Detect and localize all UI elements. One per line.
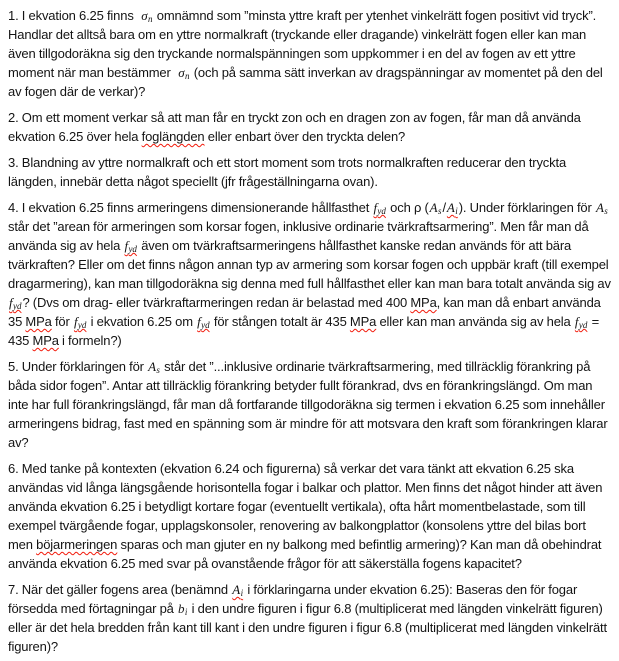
text-run: även om tvärkraftsarmeringens hållfasthet kanske redan används för att bära tvärkraften? Eller om det finns någon annan typ av armering som korsar fogen och uppbär kraft (till exempel dragarmering), kan man tillgodoräkna sig denna med full hållfasthet eller kan man bara totalt använda sig av: [8, 238, 611, 291]
math-base: f: [9, 295, 13, 310]
text-run: sparas och man gjuter en ny balkong med befintlig armering)? Kan man då obehindrat använda ekvation 6.25 med svar på ovanstående frågor för att säkerställa fogens kapacitet?: [8, 537, 602, 571]
math-subscript: i: [184, 607, 188, 617]
math-base: σ: [178, 65, 185, 80]
math-variable-misspelled: [9, 295, 21, 310]
text-run: och ρ (: [386, 200, 429, 215]
question-paragraph-1: [8, 6, 613, 101]
math-variable: [148, 359, 160, 374]
math-subscript: yd: [12, 301, 22, 311]
text-run: ). Under förklaringen för: [458, 200, 595, 215]
text-run: eller kan man använda sig av hela: [376, 314, 574, 329]
math-base: f: [373, 200, 377, 215]
text-run: , kan man då enbart använda 35: [8, 295, 601, 329]
text-run: i den undre figuren i figur 6.8 (multiplicerat med längden vinkelrätt figuren) eller är det hela bredden från kant till kant i den undre figuren i figur 6.8 (multiplicerat med längden vinkelrätt figuren)?: [8, 601, 607, 654]
math-variable-misspelled: [124, 238, 136, 253]
math-variable-misspelled: [197, 314, 209, 329]
math-subscript: s: [156, 365, 160, 375]
text-run: eller enbart över den tryckta delen?: [204, 129, 406, 144]
misspelled-text: böjarmeringen: [36, 537, 118, 552]
math-base: A: [595, 200, 604, 215]
math-subscript: s: [604, 206, 608, 216]
text-run: 2. Om ett moment verkar så att man får en tryckt zon och en dragen zon av fogen, får man då använda ekvation 6.25 över hela: [8, 110, 581, 144]
math-subscript: yd: [77, 320, 87, 330]
question-paragraph-4: [8, 198, 613, 350]
math-base: σ: [141, 8, 148, 23]
text-run: för: [51, 314, 73, 329]
misspelled-text: MPa: [410, 295, 437, 310]
math-base: f: [197, 314, 201, 329]
math-variable: [178, 65, 189, 80]
misspelled-text: MPa: [25, 314, 52, 329]
misspelled-text: MPa: [349, 314, 377, 329]
math-base: A: [232, 582, 241, 597]
math-variable-misspelled: [74, 314, 86, 329]
text-run: i formeln?): [58, 333, 122, 348]
math-subscript: s: [437, 206, 442, 216]
math-base: A: [429, 200, 438, 215]
document-body: [8, 6, 613, 656]
math-subscript: yd: [377, 206, 386, 216]
text-run: 7. När det gäller fogens area (benämnd: [8, 582, 232, 597]
math-base: f: [73, 314, 78, 329]
question-paragraph-3: [8, 153, 613, 191]
math-variable-misspelled: [232, 582, 243, 597]
text-run: /: [442, 200, 446, 215]
misspelled-text: foglängden: [141, 129, 205, 144]
math-subscript: n: [184, 71, 190, 81]
misspelled-text: MPa: [32, 333, 59, 348]
math-base: f: [574, 314, 579, 329]
math-subscript: i: [240, 588, 244, 598]
text-run: 6. Med tanke på kontexten (ekvation 6.24 och figurerna) så verkar det vara tänkt att ekvation 6.25 ska användas vid långa längsgående horisontella fogar i balkar och plattor. Men finns det något hinder att även använda ekvation 6.25 i betydligt kortare fogar (eventuellt vertikala), ofta hårt momentbelastade, som till exempel tvärgående fogar, upplagskonsoler, renovering av balkongplattor (konsolens yttre del bilas bort men: [8, 461, 603, 552]
text-run: i förklaringarna under ekvation 6.25): Baseras den för fogar försedda med förtagningar på: [8, 582, 578, 616]
math-base: A: [148, 359, 156, 374]
text-run: omnämnd som ”minsta yttre kraft per ytenhet vinkelrätt fogen positivt vid tryck”. Handlar det alltså bara om en yttre normalkraft (tryckande eller dragande) vinkelrätt fogen eller kan man även tillgodoräkna sig den tryckande normalspänningen som uppkommer i en del av fogen av ett yttre moment när man bestämmer: [8, 8, 597, 80]
math-subscript: yd: [578, 320, 588, 330]
math-base: b: [178, 601, 185, 616]
math-variable: [141, 8, 152, 23]
text-run: 5. Under förklaringen för: [8, 359, 148, 374]
text-run: 1. I ekvation 6.25 finns: [8, 8, 141, 23]
text-run: 4. I ekvation 6.25 finns armeringens dimensionerande hållfasthet: [8, 200, 373, 215]
text-run: står det ”...inklusive ordinarie tvärkraftsarmering, med tillräcklig förankring på båda sidor fogen”. Antar att tillräcklig förankring betyder fullt förankrad, dvs en förankringslängd. Om man inte har full förankringslängd, får man då fortfarande tillgodoräkna sig termen i ekvation 6.25 som innehåller armeringens bidrag, fast med en spänning som är mindre för att motsvara den kraft som förankringen klarar av?: [8, 359, 608, 450]
text-run: ? (Dvs om drag- eller tvärkraftarmeringen redan är belastad med 400: [22, 295, 411, 310]
question-paragraph-7: [8, 580, 613, 656]
math-base: f: [124, 238, 128, 253]
math-subscript: i: [455, 206, 458, 216]
math-subscript: yd: [201, 320, 210, 330]
math-subscript: n: [147, 14, 153, 24]
math-variable-misspelled: [447, 200, 458, 215]
question-paragraph-2: [8, 108, 613, 146]
math-variable: [596, 200, 608, 215]
math-base: A: [446, 200, 455, 215]
math-variable: [178, 601, 187, 616]
text-run: står det ”arean för armeringen som korsar fogen, inklusive ordinarie tvärkraftsarmering”. Men får man då använda sig av hela: [8, 219, 589, 253]
question-paragraph-5: [8, 357, 613, 452]
math-variable-misspelled: [373, 200, 385, 215]
text-run: i ekvation 6.25 om: [87, 314, 197, 329]
text-run: (och på samma sätt inverkan av dragspänningar av momentet på den del av fogen där de verkar)?: [8, 65, 603, 99]
text-run: för stången totalt är 435: [210, 314, 350, 329]
text-run: 3. Blandning av yttre normalkraft och ett stort moment som trots normalkraften reducerar den tryckta längden, innebär detta något speciellt (jfr frågeställningarna ovan).: [8, 155, 567, 189]
math-subscript: yd: [128, 244, 137, 254]
math-variable: [430, 200, 442, 215]
question-paragraph-6: [8, 459, 613, 573]
text-run: = 435: [8, 314, 600, 348]
math-variable-misspelled: [575, 314, 587, 329]
